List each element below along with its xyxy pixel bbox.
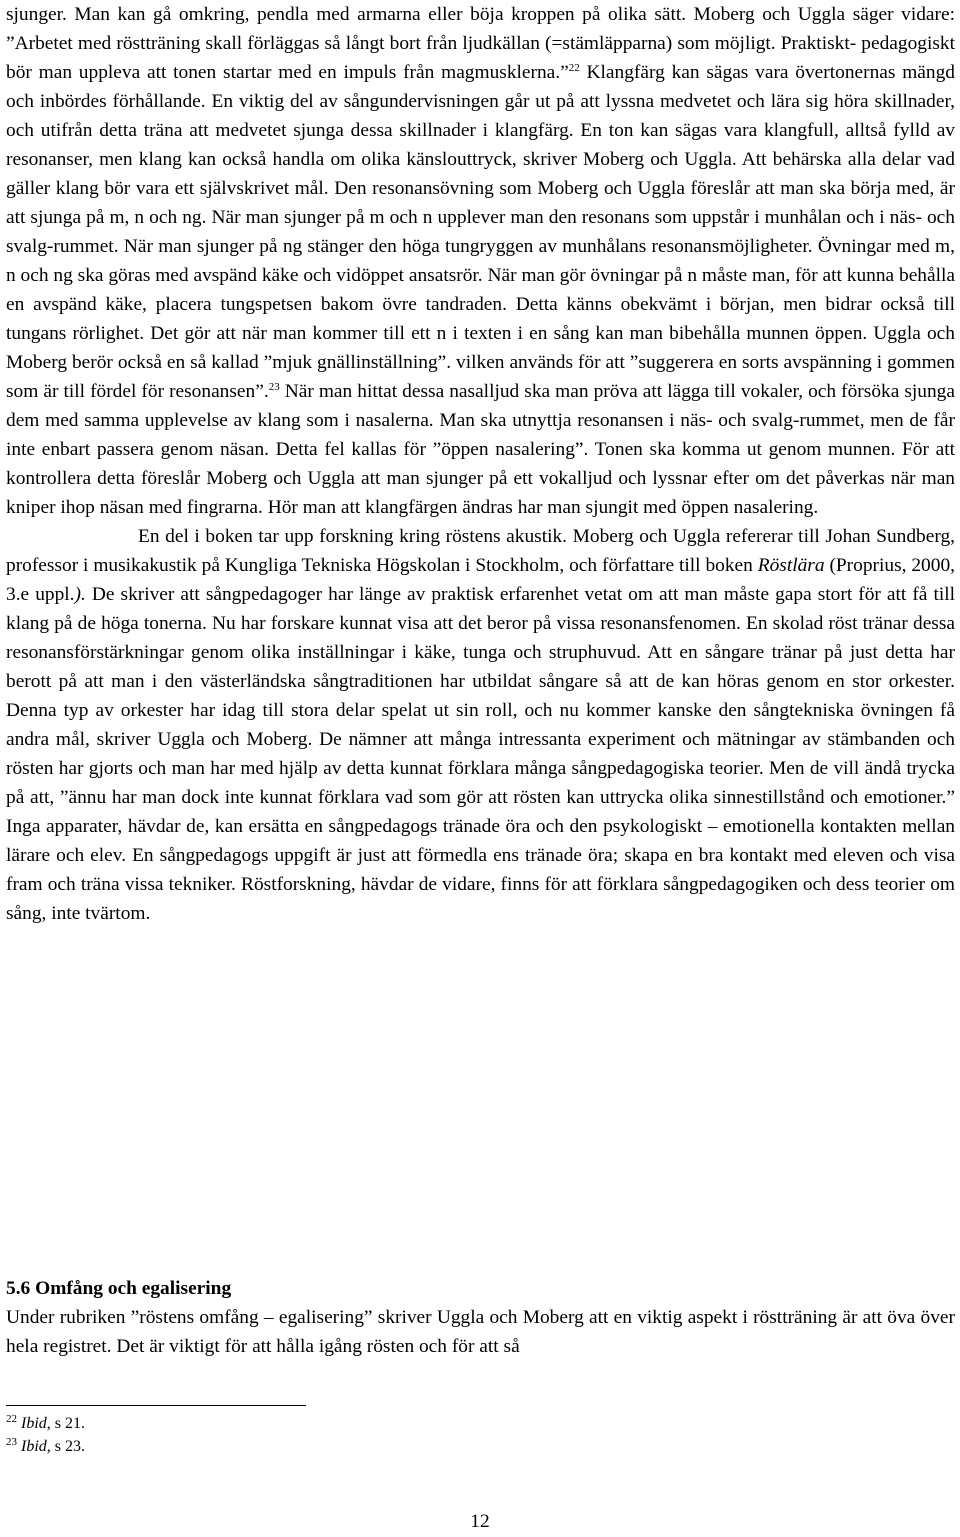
book-title: Röstlära (757, 555, 825, 576)
paragraph (6, 0, 955, 522)
section-title: Omfång och egalisering (35, 1278, 232, 1299)
footnote-number: 23 (6, 1436, 17, 1448)
footnote-text: , s 23. (46, 1438, 86, 1455)
footnote (6, 1435, 606, 1458)
paragraph-text-italic: ). (74, 584, 86, 605)
footnote-separator (6, 1405, 306, 1406)
section-heading (6, 1274, 955, 1303)
page-number: 12 (470, 1511, 490, 1532)
paragraph-text: När man hittat dessa nasalljud ska man pröva att lägga till vokaler, och försöka sjunga dem med samma upplevelse av klang som i nasalerna. Man ska utnyttja resonansen i näs- och svalg-rummet, men de får inte enbart passera genom näsan. Detta fel kallas för ”öppen nasalering”. Tonen ska komma ut genom munnen. För att kontrollera detta föreslår Moberg och Uggla att man sjunger på ett vokalljud och lyssnar efter om det påverkas när man kniper ihop näsan med fingrarna. Hör man att klangfärgen ändras har man sjungit med öppen nasalering. (6, 381, 955, 518)
paragraph-text: De skriver att sångpedagoger har länge av praktisk erfarenhet vetat om att man måste gapa stort för att få till klang på de höga tonerna. Nu har forskare kunnat visa att det beror på vissa resonansfenomen. En skolad röst tränar dessa resonansförstärkningar genom olika inställningar i käke, tunga och struphuvud. Att en sångare tränar på just detta har berott på att man i den västerländska sångtraditionen har utbildat sångare så att de kan höras genom en stor orkester. Denna typ av orkester har idag till stora delar spelat ut sin roll, och nu kommer kanske den sångtekniska övningen få andra mål, skriver Uggla och Moberg. De nämner att många intressanta experiment och mätningar av stämbanden och rösten har gjorts och man har med hjälp av detta kunnat förklara många sångpedagogiska teorier. Men de vill ändå trycka på att, ”ännu har man dock inte kunnat förklara vad som gör att rösten kan uttrycka olika sinnestillstånd och emotioner.” Inga apparater, hävdar de, kan ersätta en sångpedagogs tränade öra och den psykologiskt – emotionella kontakten mellan lärare och elev. En sångpedagogs uppgift är just att förmedla ens tränade öra; skapa en bra kontakt med eleven och visa fram och träna vissa tekniker. Röstforskning, hävdar de vidare, finns för att förklara sångpedagogiken och dess teorier om sång, inte tvärtom. (6, 584, 955, 924)
paragraph-text: sjunger. Man kan gå omkring, pendla med armarna eller böja kroppen på olika sätt. Moberg och Uggla säger vidare: ”Arbetet med röstträning skall förläggas så långt bort från ljudkällan (=stämläpparna) som möjligt. Praktiskt- pedagogiskt bör man uppleva att tonen startar med en impuls från magmusklerna.” (6, 4, 955, 83)
footnote-source: Ibid (21, 1415, 47, 1432)
section-number: 5.6 (6, 1278, 31, 1299)
paragraph-text: (Proprius, 2000, 3.e uppl. (6, 555, 955, 605)
footnote-source: Ibid (21, 1438, 47, 1455)
section (6, 1274, 955, 1361)
paragraph-text: En del i boken tar upp forskning kring röstens akustik. Moberg och Uggla refererar till Johan Sundberg, professor i musikakustik på Kungliga Tekniska Högskolan i Stockholm, och författare till boken (6, 526, 955, 576)
footnote-text: , s 21. (46, 1415, 86, 1432)
footnote-reference[interactable]: 23 (268, 381, 280, 393)
footnote-number: 22 (6, 1413, 17, 1425)
footnote-reference[interactable]: 22 (568, 62, 580, 74)
footnotes (6, 1412, 606, 1458)
section-paragraph: Under rubriken ”röstens omfång – egalisering” skriver Uggla och Moberg att en viktig aspekt i röstträning är att öva över hela registret. Det är viktigt för att hålla igång rösten och för att så (6, 1307, 955, 1357)
paragraph-text: Klangfärg kan sägas vara övertonernas mängd och inbördes förhållande. En viktig del av sångundervisningen går ut på att lyssna medvetet och lära sig höra skillnader, och utifrån detta träna att medvetet sjunga dessa skillnader i klangfärg. En ton kan sägas vara klangfull, alltså fylld av resonanser, men klang kan också handla om olika känslouttryck, skriver Moberg och Uggla. Att behärska alla delar vad gäller klang bör vara ett självskrivet mål. Den resonansövning som Moberg och Uggla föreslår att man ska börja med, är att sjunga på m, n och ng. När man sjunger på m och n upplever man den resonans som uppstår i munhålan och i näs- och svalg-rummet. När man sjunger på ng stänger den höga tungryggen av munhålans resonansmöjligheter. Övningar med m, n och ng ska göras med avspänd käke och vidöppet ansatsrör. När man gör övningar på n måste man, för att kunna behålla en avspänd käke, placera tungspetsen bakom övre tandraden. Detta känns obekvämt i början, men bidrar också till tungans rörlighet. Det gör att när man kommer till ett n i texten i en sång kan man bibehålla munnen öppen. Uggla och Moberg berör också en så kallad ”mjuk gnällinställning”. vilken används för att ”suggerera en sorts avspänning i gommen som är till fördel för resonansen”. (6, 62, 956, 402)
body-text (6, 0, 955, 928)
footnote (6, 1412, 606, 1435)
paragraph (6, 522, 955, 928)
